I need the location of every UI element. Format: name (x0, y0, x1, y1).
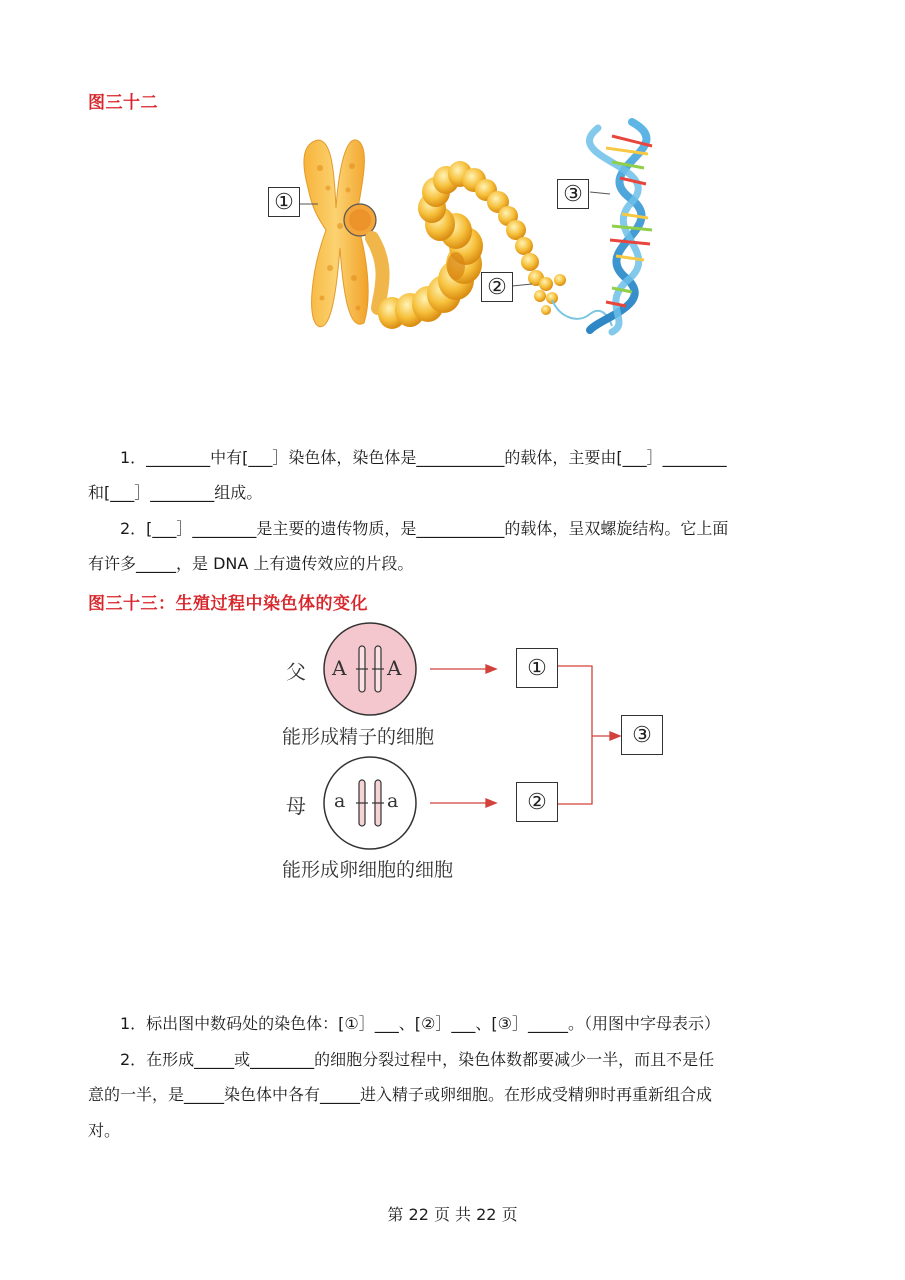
label-3-box: ③ (557, 179, 589, 209)
page-number-footer: 第 22 页 共 22 页 (387, 1205, 518, 1224)
egg-box-2: ② (516, 782, 558, 822)
label-2-box: ② (481, 272, 513, 302)
q32-line-1: 1．________中有[___］染色体，染色体是___________的载体，主要由[___］________ (120, 448, 727, 467)
sperm-box-1: ① (516, 648, 558, 688)
label-1-box: ① (268, 187, 300, 217)
q33-line-4: 对。 (88, 1121, 121, 1140)
father-gene-left: A (332, 656, 347, 680)
mother-gene-left: a (334, 790, 346, 812)
zygote-box-3: ③ (621, 715, 663, 755)
dna-double-helix (590, 122, 652, 332)
father-cell-caption: 能形成精子的细胞 (282, 726, 435, 748)
q32-line-4: 有许多_____，是 DNA 上有遗传效应的片段。 (88, 554, 414, 573)
q32-line-2: 和[___］________组成。 (88, 483, 263, 502)
q32-line-3: 2．[___］________是主要的遗传物质，是___________的载体，呈双螺旋结构。它上面 (120, 519, 729, 538)
chromosome-dna-illustration (260, 118, 680, 340)
father-label: 父 (286, 660, 306, 684)
q33-line-1: 1．标出图中数码处的染色体：[①］___、[②］___、[③］_____。（用图中字母表示） (120, 1014, 720, 1033)
father-gene-right: A (387, 656, 402, 680)
q33-line-3: 意的一半，是_____染色体中各有_____进入精子或卵细胞。在形成受精卵时再重新组合成 (88, 1085, 713, 1104)
figure-33-title: 图三十三：生殖过程中染色体的变化 (88, 594, 368, 614)
q33-line-2: 2．在形成_____或________的细胞分裂过程中，染色体数都要减少一半，而且不是任 (120, 1050, 715, 1069)
chromosome-x-shape (304, 140, 376, 327)
figure-32-title: 图三十二 (88, 93, 158, 113)
mother-gene-right: a (387, 790, 399, 812)
mother-cell-caption: 能形成卵细胞的细胞 (282, 859, 454, 881)
mother-label: 母 (286, 794, 306, 818)
